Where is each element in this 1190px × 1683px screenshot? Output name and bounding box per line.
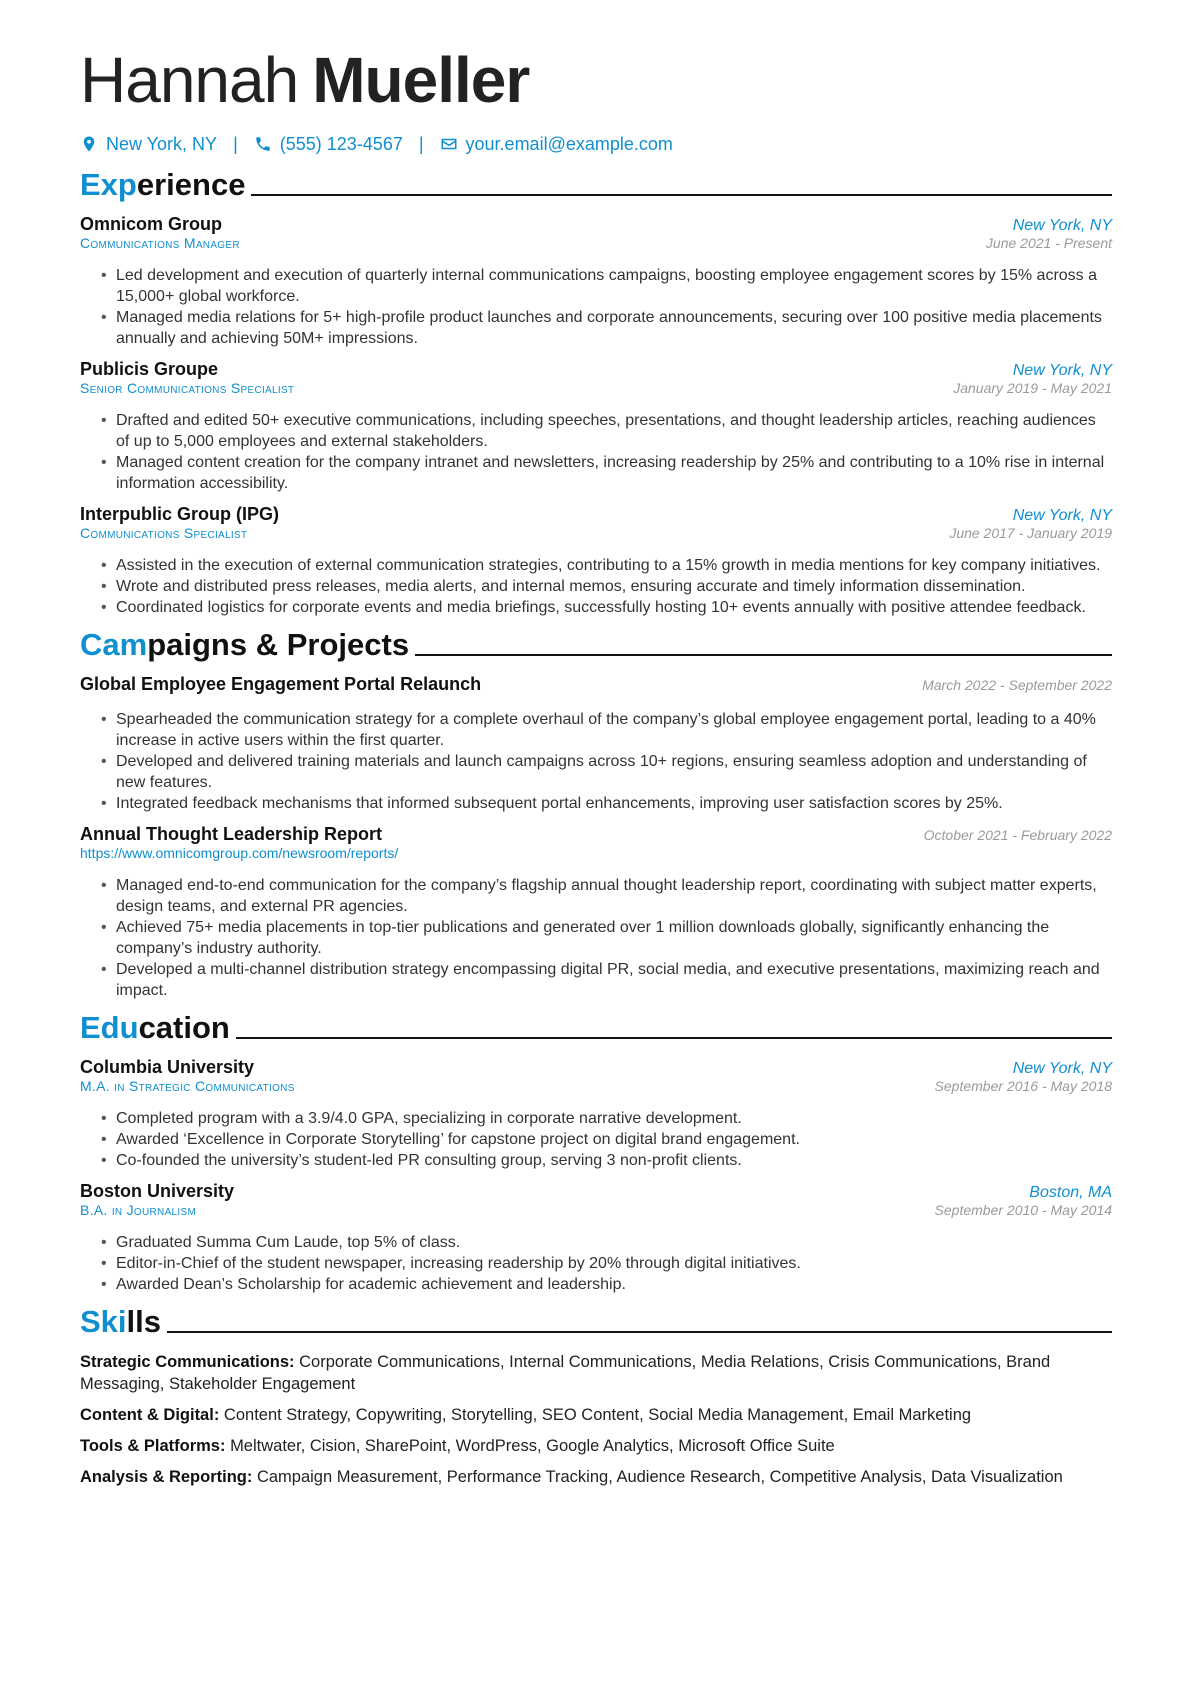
date-range: June 2021 - Present bbox=[985, 235, 1112, 251]
date-range: March 2022 - September 2022 bbox=[922, 677, 1112, 693]
degree: M.A. in Strategic Communications bbox=[80, 1078, 295, 1094]
bullet-item: • Awarded ‘Excellence in Corporate Storytelling’ for capstone project on digital brand engagement. bbox=[116, 1129, 1112, 1150]
skill-label: Analysis & Reporting: bbox=[80, 1468, 253, 1486]
bullet-item: • Completed program with a 3.9/4.0 GPA, specializing in corporate narrative development. bbox=[116, 1108, 1112, 1129]
bullet-item: • Achieved 75+ media placements in top-tier publications and generated over 1 million downloads globally, significantly enhancing the company’s industry authority. bbox=[116, 917, 1112, 959]
email-text: your.email@example.com bbox=[465, 133, 673, 154]
bullet-item: • Developed and delivered training materials and launch campaigns across 10+ regions, ensuring seamless adoption and understanding of new features. bbox=[116, 751, 1112, 793]
location: New York, NY bbox=[1012, 507, 1112, 524]
bullet-item: • Managed media relations for 5+ high-profile product launches and corporate announcements, securing over 100 positive media placements annually and achieving 50M+ impressions. bbox=[116, 307, 1112, 349]
map-pin-icon bbox=[80, 135, 98, 153]
skill-value: Content Strategy, Copywriting, Storytelling, SEO Content, Social Media Management, Email Marketing bbox=[223, 1406, 972, 1424]
location: New York, NY bbox=[1012, 1060, 1112, 1077]
date-range: October 2021 - February 2022 bbox=[923, 827, 1112, 843]
project-entry bbox=[80, 674, 1112, 814]
project-title: Global Employee Engagement Portal Relaunch bbox=[80, 674, 482, 694]
bullet-item: • Managed content creation for the company intranet and newsletters, increasing readership by 25% and contributing to a 10% rise in internal information accessibility. bbox=[116, 452, 1112, 494]
section-header-projects bbox=[80, 624, 1112, 664]
school: Boston University bbox=[80, 1181, 235, 1201]
degree: B.A. in Journalism bbox=[80, 1202, 197, 1218]
education-entry bbox=[80, 1057, 1112, 1171]
bullet-list bbox=[80, 265, 1112, 349]
skill-label: Strategic Communications: bbox=[80, 1353, 295, 1371]
school: Columbia University bbox=[80, 1057, 255, 1077]
section-title: Education bbox=[80, 1010, 230, 1045]
bullet-item: • Integrated feedback mechanisms that informed subsequent portal enhancements, improving user satisfaction scores by 25%. bbox=[116, 793, 1112, 814]
bullet-list bbox=[80, 1108, 1112, 1171]
bullet-item: • Assisted in the execution of external communication strategies, contributing to a 15% growth in media mentions for key company initiatives. bbox=[116, 555, 1112, 576]
project-link[interactable]: https://www.omnicomgroup.com/newsroom/reports/ bbox=[80, 845, 399, 861]
location: New York, NY bbox=[1012, 362, 1112, 379]
experience-entry bbox=[80, 214, 1112, 349]
contact-location bbox=[80, 134, 217, 155]
first-name: Hannah bbox=[80, 44, 299, 116]
job-title: Communications Specialist bbox=[80, 525, 248, 541]
bullet-item: • Graduated Summa Cum Laude, top 5% of class. bbox=[116, 1232, 1112, 1253]
section-rule bbox=[251, 194, 1112, 196]
phone-text: (555) 123-4567 bbox=[279, 133, 403, 154]
section-header-education bbox=[80, 1007, 1112, 1047]
date-range: September 2010 - May 2014 bbox=[934, 1202, 1112, 1218]
date-range: January 2019 - May 2021 bbox=[953, 380, 1112, 396]
contact-email[interactable] bbox=[440, 134, 673, 155]
organization: Publicis Groupe bbox=[80, 359, 219, 379]
contact-phone[interactable] bbox=[254, 134, 403, 155]
skill-label: Tools & Platforms: bbox=[80, 1437, 226, 1455]
skill-value: Meltwater, Cision, SharePoint, WordPress, Google Analytics, Microsoft Office Suite bbox=[230, 1437, 835, 1455]
envelope-icon bbox=[440, 135, 458, 153]
bullet-item: • Led development and execution of quarterly internal communications campaigns, boosting employee engagement scores by 15% across a 15,000+ global workforce. bbox=[116, 265, 1112, 307]
bullet-list bbox=[80, 709, 1112, 814]
bullet-item: • Editor-in-Chief of the student newspaper, increasing readership by 20% through digital initiatives. bbox=[116, 1253, 1112, 1274]
date-range: June 2017 - January 2019 bbox=[949, 525, 1112, 541]
bullet-item: • Wrote and distributed press releases, media alerts, and internal memos, ensuring accurate and timely information dissemination. bbox=[116, 576, 1112, 597]
bullet-item: • Co-founded the university’s student-led PR consulting group, serving 3 non-profit clients. bbox=[116, 1150, 1112, 1171]
section-title: Skills bbox=[80, 1304, 161, 1339]
organization: Interpublic Group (IPG) bbox=[80, 504, 279, 524]
experience-entry bbox=[80, 504, 1112, 618]
section-header-experience bbox=[80, 164, 1112, 204]
skill-row bbox=[80, 1466, 1112, 1488]
education-entry bbox=[80, 1181, 1112, 1295]
section-title: Experience bbox=[80, 167, 246, 202]
location-text: New York, NY bbox=[106, 133, 218, 154]
bullet-list bbox=[80, 1232, 1112, 1295]
bullet-item: • Awarded Dean’s Scholarship for academic achievement and leadership. bbox=[116, 1274, 1112, 1295]
skill-value: Corporate Communications, Internal Communications, Media Relations, Crisis Communications, Brand Messaging, Stakeholder Engagement bbox=[80, 1353, 1051, 1393]
location: Boston, MA bbox=[1029, 1184, 1112, 1201]
section-title: Campaigns & Projects bbox=[80, 627, 410, 662]
project-title: Annual Thought Leadership Report bbox=[80, 824, 382, 844]
bullet-item: • Developed a multi-channel distribution strategy encompassing digital PR, social media, and executive presentations, maximizing reach and impact. bbox=[116, 959, 1112, 1001]
job-title: Senior Communications Specialist bbox=[80, 380, 295, 396]
location: New York, NY bbox=[1012, 217, 1112, 234]
bullet-list bbox=[80, 875, 1112, 1001]
skill-row bbox=[80, 1404, 1112, 1426]
bullet-list bbox=[80, 410, 1112, 494]
contact-separator: | bbox=[233, 133, 238, 154]
skill-value: Campaign Measurement, Performance Tracking, Audience Research, Competitive Analysis, Data Visualization bbox=[256, 1468, 1063, 1486]
skills-list bbox=[80, 1351, 1112, 1488]
candidate-name bbox=[80, 38, 1112, 122]
last-name: Mueller bbox=[312, 44, 530, 116]
experience-entry bbox=[80, 359, 1112, 494]
project-entry bbox=[80, 824, 1112, 1001]
contact-bar bbox=[80, 130, 1112, 158]
section-rule bbox=[167, 1331, 1112, 1333]
phone-icon bbox=[254, 135, 272, 153]
section-rule bbox=[236, 1037, 1112, 1039]
job-title: Communications Manager bbox=[80, 235, 240, 251]
skill-row bbox=[80, 1435, 1112, 1457]
bullet-list bbox=[80, 555, 1112, 618]
bullet-item: • Managed end-to-end communication for the company’s flagship annual thought leadership report, coordinating with subject matter experts, design teams, and external PR agencies. bbox=[116, 875, 1112, 917]
skill-row bbox=[80, 1351, 1112, 1395]
contact-separator: | bbox=[418, 133, 424, 154]
skill-label: Content & Digital: bbox=[80, 1406, 220, 1424]
bullet-item: • Spearheaded the communication strategy for a complete overhaul of the company’s global employee engagement portal, leading to a 40% increase in active users within the first quarter. bbox=[116, 709, 1112, 751]
section-header-skills bbox=[80, 1301, 1112, 1341]
organization: Omnicom Group bbox=[80, 214, 223, 234]
bullet-item: • Coordinated logistics for corporate events and media briefings, successfully hosting 10+ events annually with positive attendee feedback. bbox=[116, 597, 1112, 618]
section-rule bbox=[415, 654, 1112, 656]
date-range: September 2016 - May 2018 bbox=[934, 1078, 1112, 1094]
bullet-item: • Drafted and edited 50+ executive communications, including speeches, presentations, and thought leadership articles, reaching audiences of up to 5,000 employees and external stakeholders. bbox=[116, 410, 1112, 452]
